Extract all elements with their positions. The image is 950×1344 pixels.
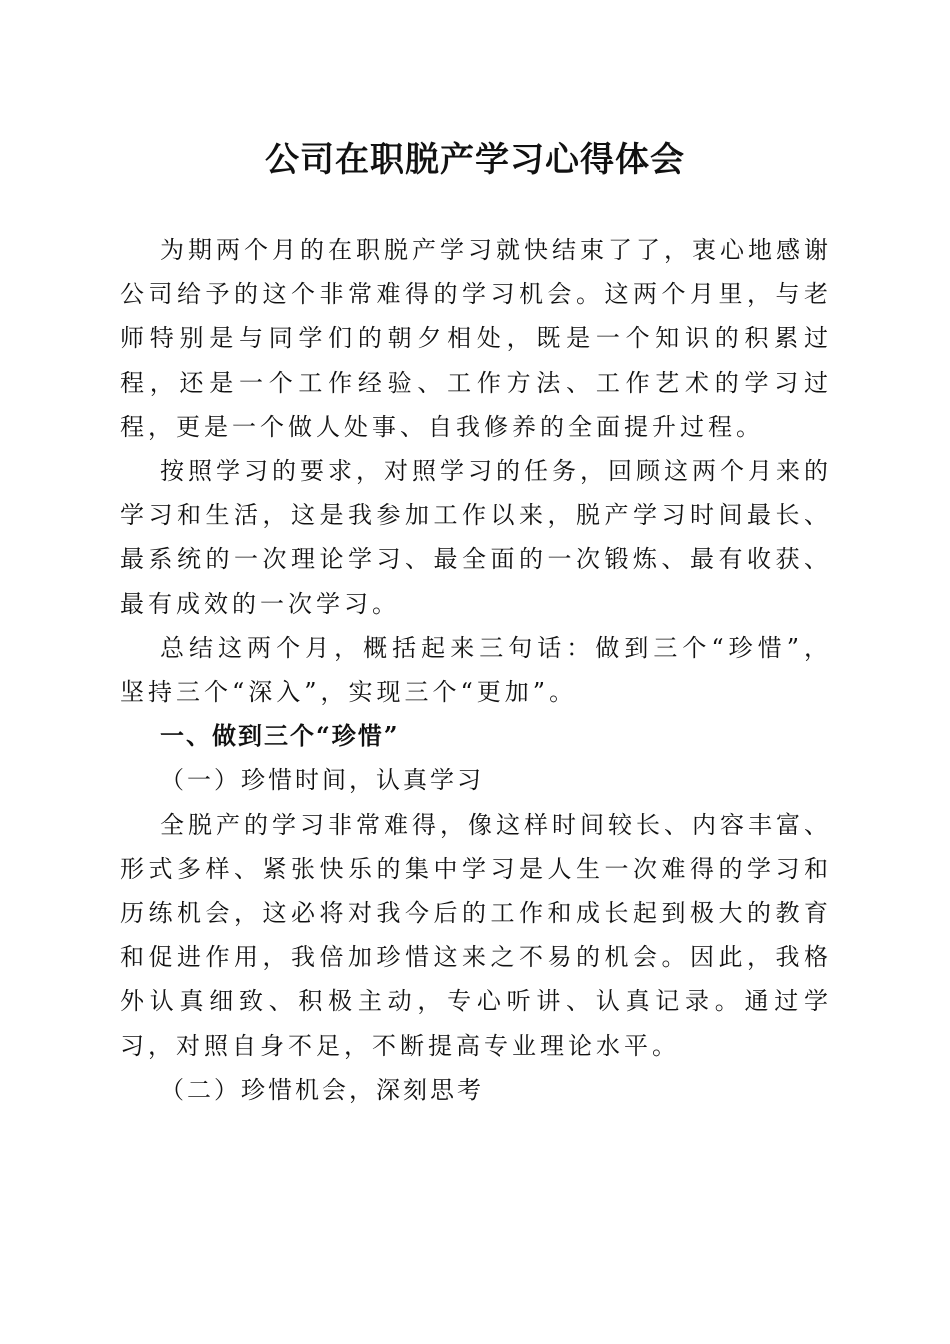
document-body <box>120 228 832 1112</box>
review-paragraph: 按照学习的要求，对照学习的任务，回顾这两个月来的学习和生活，这是我参加工作以来，脱产学习时间最长、最系统的一次理论学习、最全面的一次锻炼、最有收获、最有成效的一次学习。 <box>120 457 832 618</box>
subsection-paragraph-1: 全脱产的学习非常难得，像这样时间较长、内容丰富、形式多样、紧张快乐的集中学习是人生一次难得的学习和历练机会，这必将对我今后的工作和成长起到极大的教育和促进作用，我倍加珍惜这来之不易的机会。因此，我格外认真细致、积极主动，专心听讲、认真记录。通过学习，对照自身不足，不断提高专业理论水平。 <box>120 810 832 1060</box>
subsection-heading-1: （一）珍惜时间，认真学习 <box>160 766 484 795</box>
summary-paragraph: 总结这两个月，概括起来三句话：做到三个“珍惜”，坚持三个“深入”，实现三个“更加”。 <box>120 633 832 707</box>
intro-paragraph: 为期两个月的在职脱产学习就快结束了了，衷心地感谢公司给予的这个非常难得的学习机会。这两个月里，与老师特别是与同学们的朝夕相处，既是一个知识的积累过程，还是一个工作经验、工作方法、工作艺术的学习过程，更是一个做人处事、自我修养的全面提升过程。 <box>120 236 832 441</box>
subsection-heading-2: （二）珍惜机会，深刻思考 <box>160 1075 484 1104</box>
document-title: 公司在职脱产学习心得体会 <box>265 140 685 180</box>
section-heading-1: 一、做到三个“珍惜” <box>160 721 400 751</box>
